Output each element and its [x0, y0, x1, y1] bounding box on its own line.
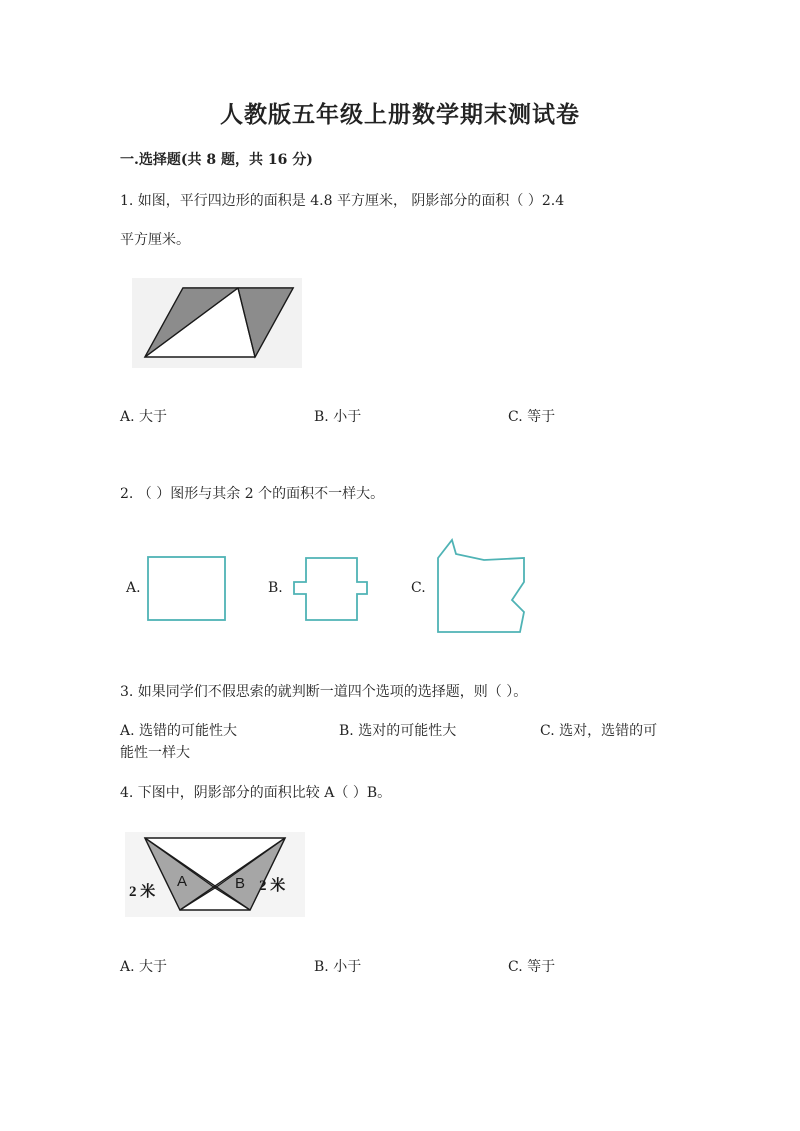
question-1-option-a[interactable]: A. 大于 — [120, 409, 168, 425]
question-3-option-b[interactable]: B. 选对的可能性大 — [339, 723, 457, 739]
question-4-option-a[interactable]: A. 大于 — [120, 959, 168, 975]
section-heading: 一.选择题(共 8 题，共 16 分) — [120, 152, 313, 168]
question-1-option-b[interactable]: B. 小于 — [314, 409, 362, 425]
question-2-text: 2. （ ）图形与其余 2 个的面积不一样大。 — [120, 486, 385, 502]
region-b-label: B — [235, 875, 246, 892]
region-a-label: A — [177, 873, 188, 890]
question-2-shape-c[interactable] — [436, 538, 528, 634]
right-length-label: 2 米 — [259, 878, 286, 894]
question-1-option-c[interactable]: C. 等于 — [508, 409, 556, 425]
question-3-option-c[interactable]: C. 选对，选错的可 — [540, 723, 658, 739]
question-1-text-continued: 平方厘米。 — [120, 232, 190, 248]
question-2-label-b: B. — [268, 580, 283, 596]
page-title: 人教版五年级上册数学期末测试卷 — [220, 101, 580, 128]
question-4-option-c[interactable]: C. 等于 — [508, 959, 556, 975]
left-length-label: 2 米 — [129, 884, 156, 900]
question-4-option-b[interactable]: B. 小于 — [314, 959, 362, 975]
question-2-shape-a[interactable] — [147, 556, 227, 622]
question-1-text: 1. 如图，平行四边形的面积是 4.8 平方厘米， 阴影部分的面积（ ）2.4 — [120, 193, 565, 209]
question-3-option-c-continued: 能性一样大 — [120, 745, 190, 761]
question-2-label-a: A. — [126, 580, 141, 596]
question-3-text: 3. 如果同学们不假思索的就判断一道四个选项的选择题，则（ ）。 — [120, 684, 528, 700]
question-1-parallelogram-figure — [130, 278, 310, 368]
question-3-option-a[interactable]: A. 选错的可能性大 — [120, 723, 238, 739]
square-shape — [148, 557, 225, 620]
notched-shape — [294, 558, 367, 620]
irregular-shape — [438, 540, 524, 632]
question-4-trapezoid-figure — [125, 832, 305, 917]
question-2-label-c: C. — [411, 580, 426, 596]
question-4-text: 4. 下图中，阴影部分的面积比较 A（ ）B。 — [120, 785, 392, 801]
question-2-shape-b[interactable] — [290, 556, 370, 624]
